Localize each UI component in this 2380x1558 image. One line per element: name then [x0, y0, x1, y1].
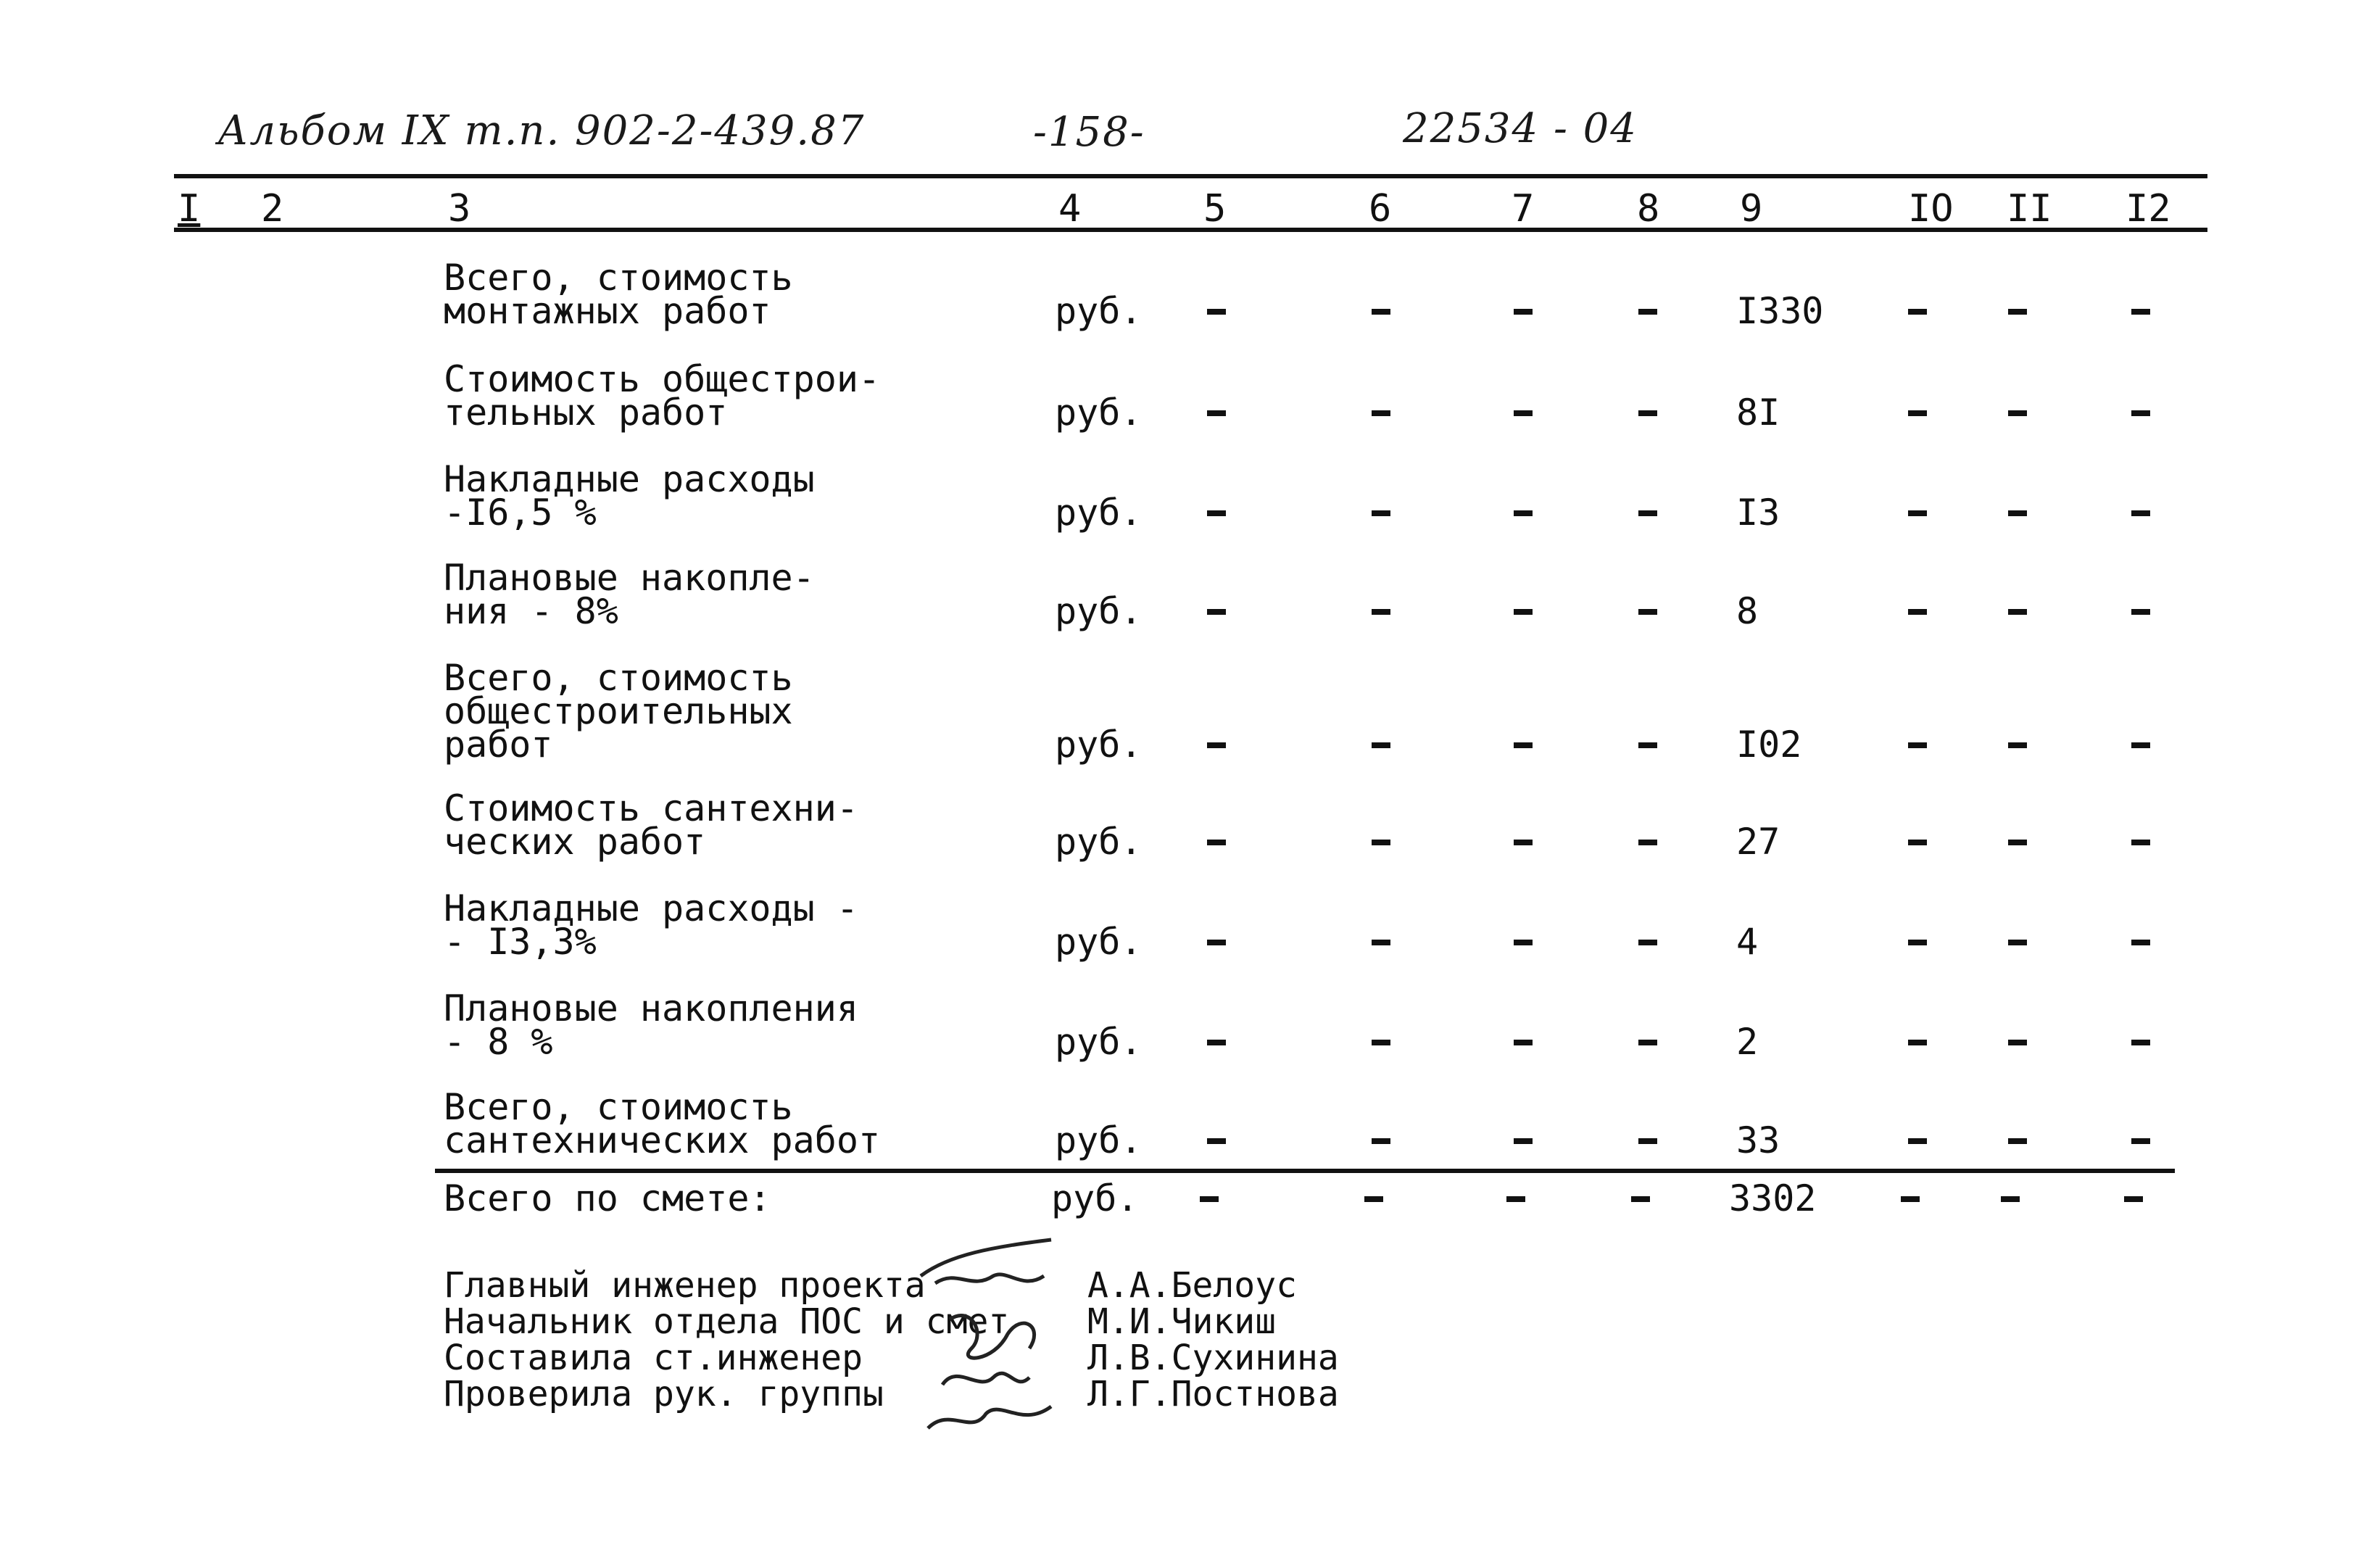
row-dash-c12	[2131, 1040, 2150, 1045]
row-description-line: Стоимость сантехни-	[444, 787, 858, 829]
signature-name: Л.Г.Постнова	[1087, 1374, 1339, 1414]
row-dash-c12	[2131, 940, 2150, 945]
signature-name: Л.В.Сухинина	[1087, 1338, 1339, 1378]
row-dash-c8	[1638, 410, 1657, 416]
row-dash-c11	[2008, 840, 2027, 845]
row-dash-c7	[1514, 410, 1533, 416]
row-dash-c5	[1207, 410, 1226, 416]
signature-name: А.А.Белоус	[1087, 1265, 1297, 1306]
row-description-line: Всего, стоимость	[444, 1086, 793, 1128]
signature-position: Главный инженер проекта	[444, 1265, 926, 1306]
row-dash-c10	[1908, 1138, 1927, 1144]
row-unit: руб.	[1055, 821, 1143, 863]
row-dash-c5	[1207, 609, 1226, 615]
row-dash-c12	[2131, 410, 2150, 416]
page-number: -158-	[1033, 109, 1145, 156]
row-description-line: ческих работ	[444, 821, 706, 863]
row-dash-c10	[1908, 309, 1927, 315]
total-rule	[435, 1169, 2175, 1173]
row-dash-c12	[2131, 742, 2150, 748]
signature-position: Начальник отдела ПОС и смет	[444, 1301, 1010, 1342]
column-number-12: I2	[2126, 187, 2171, 231]
row-dash-c10	[1908, 609, 1927, 615]
row-dash-c5	[1207, 510, 1226, 516]
row-dash-c8	[1638, 1040, 1657, 1045]
total-dash-c7	[1506, 1196, 1525, 1202]
row-dash-c7	[1514, 510, 1533, 516]
row-dash-c5	[1207, 1040, 1226, 1045]
row-description-line: - 8 %	[444, 1021, 553, 1063]
column-number-10: IO	[1908, 187, 1954, 231]
row-description-line: Плановые накопле-	[444, 557, 815, 599]
row-description-line: Стоимость общестрои-	[444, 358, 881, 400]
row-dash-c12	[2131, 510, 2150, 516]
row-dash-c6	[1372, 609, 1390, 615]
row-dash-c8	[1638, 609, 1657, 615]
header-bottom-rule	[174, 228, 2207, 232]
row-dash-c6	[1372, 742, 1390, 748]
row-unit: руб.	[1055, 921, 1143, 963]
total-dash-c6	[1364, 1196, 1383, 1202]
column-number-7: 7	[1512, 187, 1535, 231]
row-description-line: тельных работ	[444, 391, 728, 434]
row-dash-c8	[1638, 510, 1657, 516]
row-dash-c11	[2008, 609, 2027, 615]
signature-name: М.И.Чикиш	[1087, 1301, 1277, 1342]
column-number-2: 2	[261, 187, 284, 231]
row-dash-c7	[1514, 1138, 1533, 1144]
row-value: 2	[1736, 1021, 1759, 1063]
row-dash-c6	[1372, 940, 1390, 945]
column-number-6: 6	[1369, 187, 1392, 231]
row-description-line: -I6,5 %	[444, 492, 597, 534]
column-number-11: II	[2007, 187, 2052, 231]
total-dash-c12	[2124, 1196, 2143, 1202]
row-unit: руб.	[1055, 1021, 1143, 1063]
row-dash-c8	[1638, 940, 1657, 945]
row-description-line: ния - 8%	[444, 590, 618, 632]
row-dash-c8	[1638, 840, 1657, 845]
total-dash-c8	[1631, 1196, 1650, 1202]
header-top-rule	[174, 174, 2207, 178]
row-dash-c11	[2008, 940, 2027, 945]
row-dash-c11	[2008, 309, 2027, 315]
row-dash-c6	[1372, 410, 1390, 416]
row-description-line: Всего, стоимость	[444, 657, 793, 699]
row-description-line: Накладные расходы -	[444, 887, 858, 929]
row-dash-c11	[2008, 510, 2027, 516]
row-dash-c11	[2008, 1040, 2027, 1045]
signature-position: Составила ст.инженер	[444, 1338, 863, 1378]
row-dash-c8	[1638, 742, 1657, 748]
row-dash-c10	[1908, 742, 1927, 748]
row-dash-c7	[1514, 742, 1533, 748]
total-dash-c11	[2001, 1196, 2020, 1202]
row-description-line: общестроительных	[444, 690, 793, 732]
row-description-line: Накладные расходы	[444, 458, 815, 500]
row-dash-c6	[1372, 840, 1390, 845]
row-description-line: сантехнических работ	[444, 1119, 881, 1161]
column-number-3: 3	[448, 187, 471, 231]
row-unit: руб.	[1055, 724, 1143, 766]
row-dash-c11	[2008, 410, 2027, 416]
column-number-1: I	[178, 187, 201, 231]
row-dash-c11	[2008, 742, 2027, 748]
row-unit: руб.	[1055, 391, 1143, 434]
row-dash-c10	[1908, 940, 1927, 945]
total-unit: руб.	[1051, 1177, 1139, 1219]
album-reference: Альбом IX т.п. 902-2-439.87	[217, 107, 866, 154]
column-number-4: 4	[1058, 187, 1082, 231]
row-dash-c6	[1372, 1138, 1390, 1144]
row-dash-c10	[1908, 510, 1927, 516]
total-value: 3302	[1729, 1177, 1817, 1219]
row-unit: руб.	[1055, 492, 1143, 534]
row-value: I330	[1736, 290, 1824, 332]
row-value: 4	[1736, 921, 1759, 963]
row-dash-c10	[1908, 1040, 1927, 1045]
row-dash-c10	[1908, 410, 1927, 416]
row-dash-c12	[2131, 309, 2150, 315]
row-dash-c12	[2131, 1138, 2150, 1144]
row-unit: руб.	[1055, 590, 1143, 632]
row-unit: руб.	[1055, 290, 1143, 332]
row-dash-c7	[1514, 940, 1533, 945]
row-dash-c6	[1372, 309, 1390, 315]
row-value: 8I	[1736, 391, 1780, 434]
row-description-line: - I3,3%	[444, 921, 597, 963]
row-dash-c5	[1207, 840, 1226, 845]
row-value: 27	[1736, 821, 1780, 863]
total-label: Всего по смете:	[444, 1177, 771, 1219]
column-number-9: 9	[1740, 187, 1763, 231]
column-number-8: 8	[1637, 187, 1660, 231]
row-dash-c7	[1514, 309, 1533, 315]
row-dash-c6	[1372, 510, 1390, 516]
row-dash-c12	[2131, 609, 2150, 615]
row-dash-c10	[1908, 840, 1927, 845]
row-dash-c5	[1207, 1138, 1226, 1144]
row-value: I02	[1736, 724, 1802, 766]
signature-position: Проверила рук. группы	[444, 1374, 884, 1414]
row-value: 33	[1736, 1119, 1780, 1161]
row-dash-c7	[1514, 840, 1533, 845]
row-dash-c7	[1514, 1040, 1533, 1045]
column-number-5: 5	[1203, 187, 1227, 231]
row-dash-c7	[1514, 609, 1533, 615]
signature-scribbles	[906, 1225, 1095, 1443]
row-dash-c8	[1638, 1138, 1657, 1144]
row-description-line: Всего, стоимость	[444, 257, 793, 299]
total-dash-c5	[1200, 1196, 1219, 1202]
row-value: 8	[1736, 590, 1759, 632]
row-dash-c12	[2131, 840, 2150, 845]
row-description-line: работ	[444, 724, 553, 766]
row-dash-c6	[1372, 1040, 1390, 1045]
row-dash-c11	[2008, 1138, 2027, 1144]
row-description-line: монтажных работ	[444, 290, 771, 332]
row-dash-c8	[1638, 309, 1657, 315]
row-dash-c5	[1207, 309, 1226, 315]
row-description-line: Плановые накопления	[444, 987, 858, 1029]
total-dash-c10	[1901, 1196, 1920, 1202]
row-dash-c5	[1207, 742, 1226, 748]
row-value: I3	[1736, 492, 1780, 534]
row-dash-c5	[1207, 940, 1226, 945]
row-unit: руб.	[1055, 1119, 1143, 1161]
document-code: 22534 - 04	[1403, 105, 1638, 152]
